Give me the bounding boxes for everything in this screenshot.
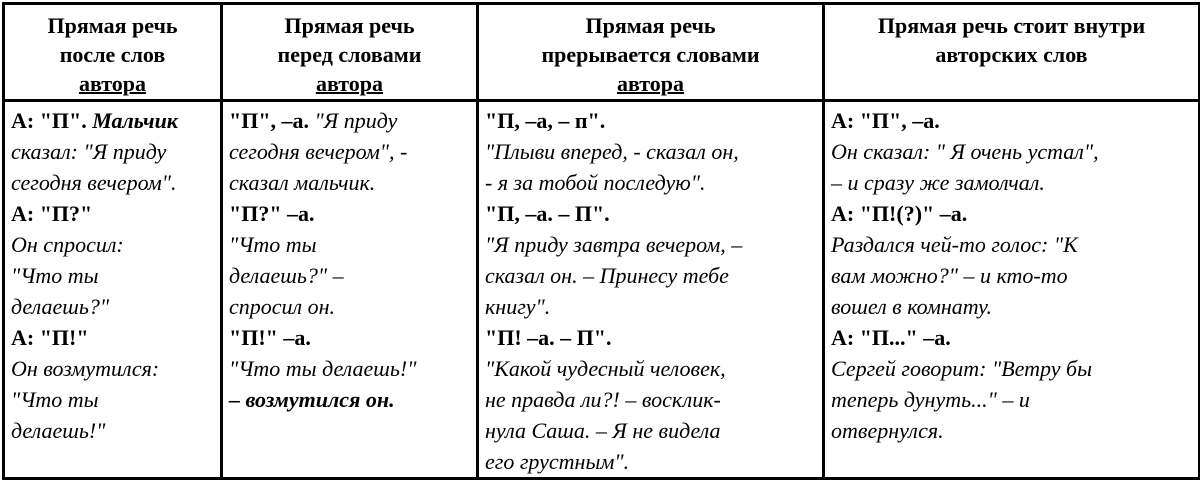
header-before-author-words [222, 4, 478, 101]
formula: "П", –а. [229, 108, 310, 133]
example-line: сказал: "Я приду [11, 139, 167, 164]
example-line: Он сказал: " Я очень устал", [831, 139, 1099, 164]
example-line: - я за тобой последую". [485, 170, 706, 195]
example-line: вошел в комнату. [831, 294, 993, 319]
example-line: вам можно?" – и кто-то [831, 263, 1068, 288]
example-line: сказал мальчик. [229, 170, 376, 195]
formula: "П?" –а. [229, 201, 315, 226]
example-line: делаешь?" – [229, 263, 344, 288]
example-line: Он спросил: [11, 232, 124, 257]
cell-after-author-words [4, 101, 222, 479]
example-line: не правда ли?! – воcклик- [485, 387, 721, 412]
example-line: "Я приду завтра вечером, – [485, 232, 743, 257]
formula: А: "П". [11, 108, 87, 133]
example-line: Он возмутился: [11, 356, 160, 381]
example-line: – и сразу же замолчал. [831, 170, 1045, 195]
formula: А: "П?" [11, 201, 93, 226]
header-line: автора [78, 71, 147, 96]
header-line: Прямая речь стоит внутри [877, 13, 1146, 38]
cell-before-author-words [222, 101, 478, 479]
header-line: после слов [59, 42, 166, 67]
example-line: книгу". [485, 294, 551, 319]
header-inside-author-words [824, 4, 1200, 101]
example-line: "Какой чудесный человек, [485, 356, 726, 381]
example-line: "Что ты [229, 232, 317, 257]
example-line: сегодня вечером". [11, 170, 177, 195]
header-line: Прямая речь [284, 13, 415, 38]
header-line: Прямая речь [47, 13, 178, 38]
header-interrupted-by-author-words [478, 4, 824, 101]
header-line: автора [616, 71, 685, 96]
example-line: его грустным". [485, 449, 630, 474]
header-row [4, 4, 1200, 101]
example-line: отвернулся. [831, 418, 944, 443]
example-line: "Что ты [11, 387, 99, 412]
content-row [4, 101, 1200, 479]
example-line: сказал он. – Принесу тебе [485, 263, 729, 288]
example-line: Сергей говорит: "Ветру бы [831, 356, 1092, 381]
example-line: сегодня вечером", - [229, 139, 408, 164]
formula: "П! –а. – П". [485, 325, 612, 350]
header-line: прерывается словами [541, 42, 760, 67]
formula: А: "П!(?)" –а. [831, 201, 968, 226]
formula: А: "П!" [11, 325, 89, 350]
example-line: теперь дунуть..." – и [831, 387, 1030, 412]
header-line: авторских слов [935, 42, 1088, 67]
example-line: спросил он. [229, 294, 336, 319]
example-line: "Что ты [11, 263, 99, 288]
example-line: нула Саша. – Я не видела [485, 418, 721, 443]
direct-speech-table [2, 2, 1200, 480]
example-line: Раздался чей-то голос: "К [831, 232, 1078, 257]
formula: "П, –а, – п". [485, 108, 606, 133]
header-line: автора [315, 71, 384, 96]
cell-interrupted-by-author-words [478, 101, 824, 479]
header-line: перед словами [277, 42, 422, 67]
formula: А: "П..." –а. [831, 325, 951, 350]
example-line: "Что ты делаешь!" [229, 356, 417, 381]
formula: "П!" –а. [229, 325, 311, 350]
cell-inside-author-words [824, 101, 1200, 479]
example-line [229, 105, 472, 136]
formula: "П, –а. – П". [485, 201, 610, 226]
example-text: "Я приду [309, 108, 398, 133]
example-line: "Плыви вперед, - сказал он, [485, 139, 739, 164]
formula: А: "П", –а. [831, 108, 940, 133]
example-line: делаешь!" [11, 418, 106, 443]
example-text: Мальчик [86, 108, 178, 133]
example-line [11, 105, 216, 136]
example-line: делаешь?" [11, 294, 110, 319]
header-line: Прямая речь [585, 13, 716, 38]
header-after-author-words [4, 4, 222, 101]
example-line: – возмутился он. [229, 387, 395, 412]
